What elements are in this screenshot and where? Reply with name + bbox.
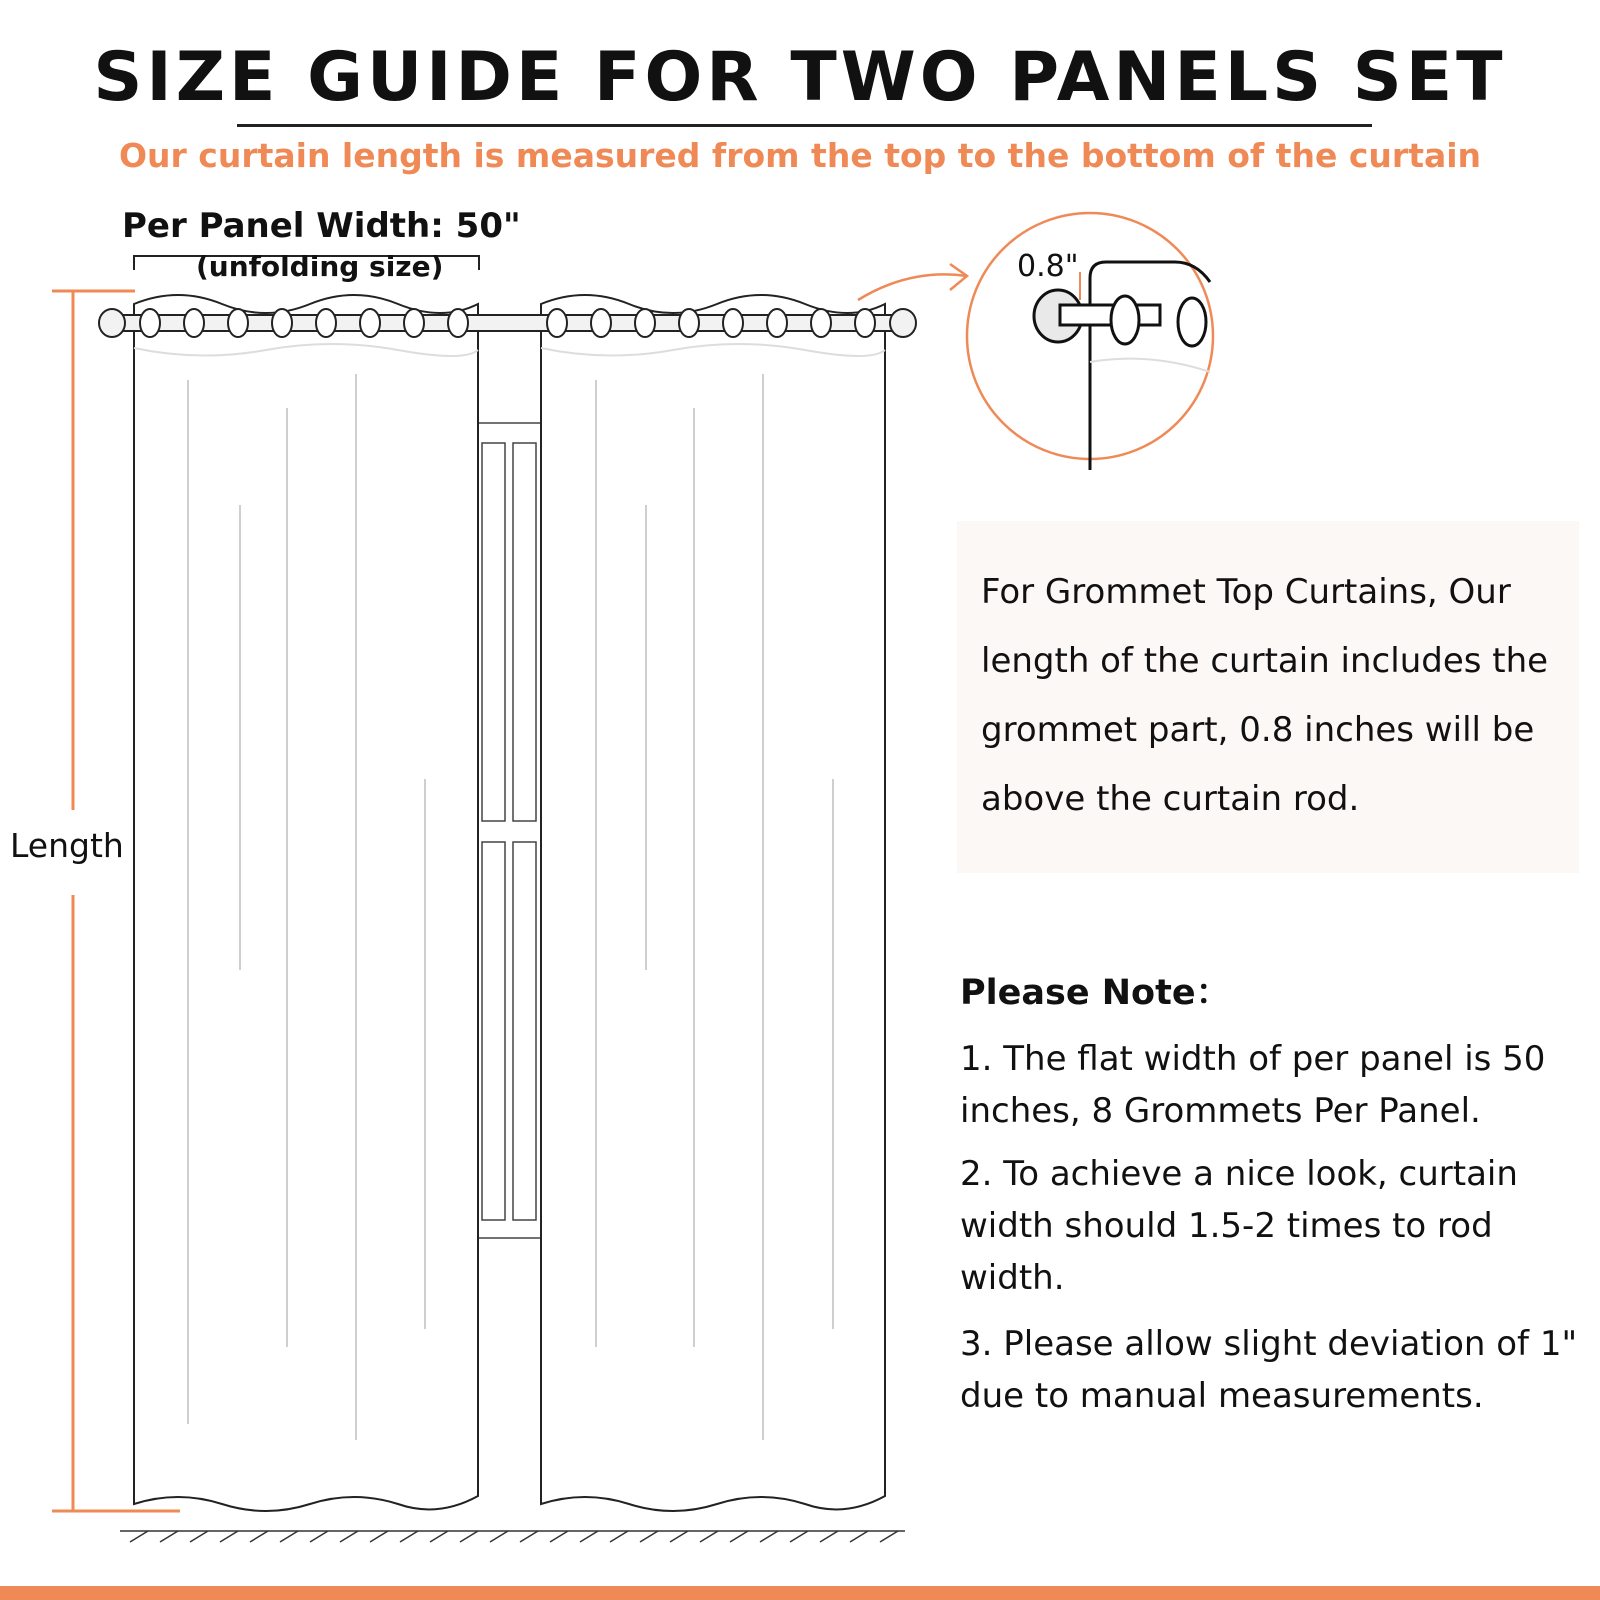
grommet-ring xyxy=(404,309,424,337)
floor-hatch-line xyxy=(790,1531,808,1542)
grommet-ring xyxy=(184,309,204,337)
info-text: For Grommet Top Curtains, Our length of the curtain includes the grommet part, 0.8 inches will be above the curtain rod. xyxy=(981,572,1549,819)
floor-hatch-line xyxy=(700,1531,718,1542)
floor-hatch-line xyxy=(850,1531,868,1542)
grommet-ring xyxy=(767,309,787,337)
floor-hatch-line xyxy=(550,1531,568,1542)
floor-hatch-line xyxy=(820,1531,838,1542)
floor-hatch-line xyxy=(220,1531,238,1542)
panel-width-label: Per Panel Width: 50" xyxy=(122,206,521,246)
grommet-ring xyxy=(679,309,699,337)
floor-hatch-line xyxy=(370,1531,388,1542)
page-title: SIZE GUIDE FOR TWO PANELS SET xyxy=(93,38,1507,117)
note-item-3: 3. Please allow slight deviation of 1" due to manual measurements. xyxy=(960,1324,1578,1416)
floor-hatch-line xyxy=(610,1531,628,1542)
grommet-ring xyxy=(228,309,248,337)
bottom-accent-bar xyxy=(0,1586,1600,1600)
floor-hatch-line xyxy=(520,1531,538,1542)
floor-hatch-line xyxy=(310,1531,328,1542)
floor-hatch-line xyxy=(460,1531,478,1542)
floor-hatch-line xyxy=(430,1531,448,1542)
grommet-ring xyxy=(360,309,380,337)
grommet-ring xyxy=(140,309,160,337)
grommet-ring xyxy=(547,309,567,337)
zoom-arrow xyxy=(858,264,967,300)
floor-hatch-line xyxy=(490,1531,508,1542)
floor xyxy=(120,1531,905,1542)
floor-hatch-line xyxy=(640,1531,658,1542)
window xyxy=(478,423,541,1238)
note-title: Please Note： xyxy=(960,973,1231,1013)
curtain-panel-right xyxy=(541,295,885,1511)
length-label: Length xyxy=(10,822,124,869)
note-item-2: 2. To achieve a nice look, curtain width should 1.5-2 times to rod width. xyxy=(960,1154,1518,1298)
page-subtitle: Our curtain length is measured from the top to the bottom of the curtain xyxy=(118,136,1482,175)
info-box xyxy=(957,521,1579,873)
grommet-ring xyxy=(811,309,831,337)
grommet-ring xyxy=(855,309,875,337)
floor-hatch-line xyxy=(670,1531,688,1542)
grommet-ring xyxy=(635,309,655,337)
grommet-ring xyxy=(316,309,336,337)
grommet-ring xyxy=(591,309,611,337)
note-item-1: 1. The flat width of per panel is 50 inches, 8 Grommets Per Panel. xyxy=(960,1039,1546,1131)
curtain-panel-left xyxy=(134,295,478,1511)
grommet-ring xyxy=(723,309,743,337)
floor-hatch-line xyxy=(130,1531,148,1542)
floor-hatch-line xyxy=(580,1531,598,1542)
floor-hatch-line xyxy=(880,1531,898,1542)
floor-hatch-line xyxy=(280,1531,298,1542)
grommet-ring xyxy=(448,309,468,337)
floor-hatch-line xyxy=(190,1531,208,1542)
floor-hatch-line xyxy=(730,1531,748,1542)
floor-hatch-line xyxy=(400,1531,418,1542)
grommet-ring xyxy=(272,309,292,337)
floor-hatch-line xyxy=(760,1531,778,1542)
floor-hatch-line xyxy=(340,1531,358,1542)
grommet-zoom-detail xyxy=(967,213,1213,470)
floor-hatch-line xyxy=(250,1531,268,1542)
grommet-offset-label: 0.8" xyxy=(1017,249,1079,284)
unfolding-size-label: (unfolding size) xyxy=(196,250,444,283)
floor-hatch-line xyxy=(160,1531,178,1542)
